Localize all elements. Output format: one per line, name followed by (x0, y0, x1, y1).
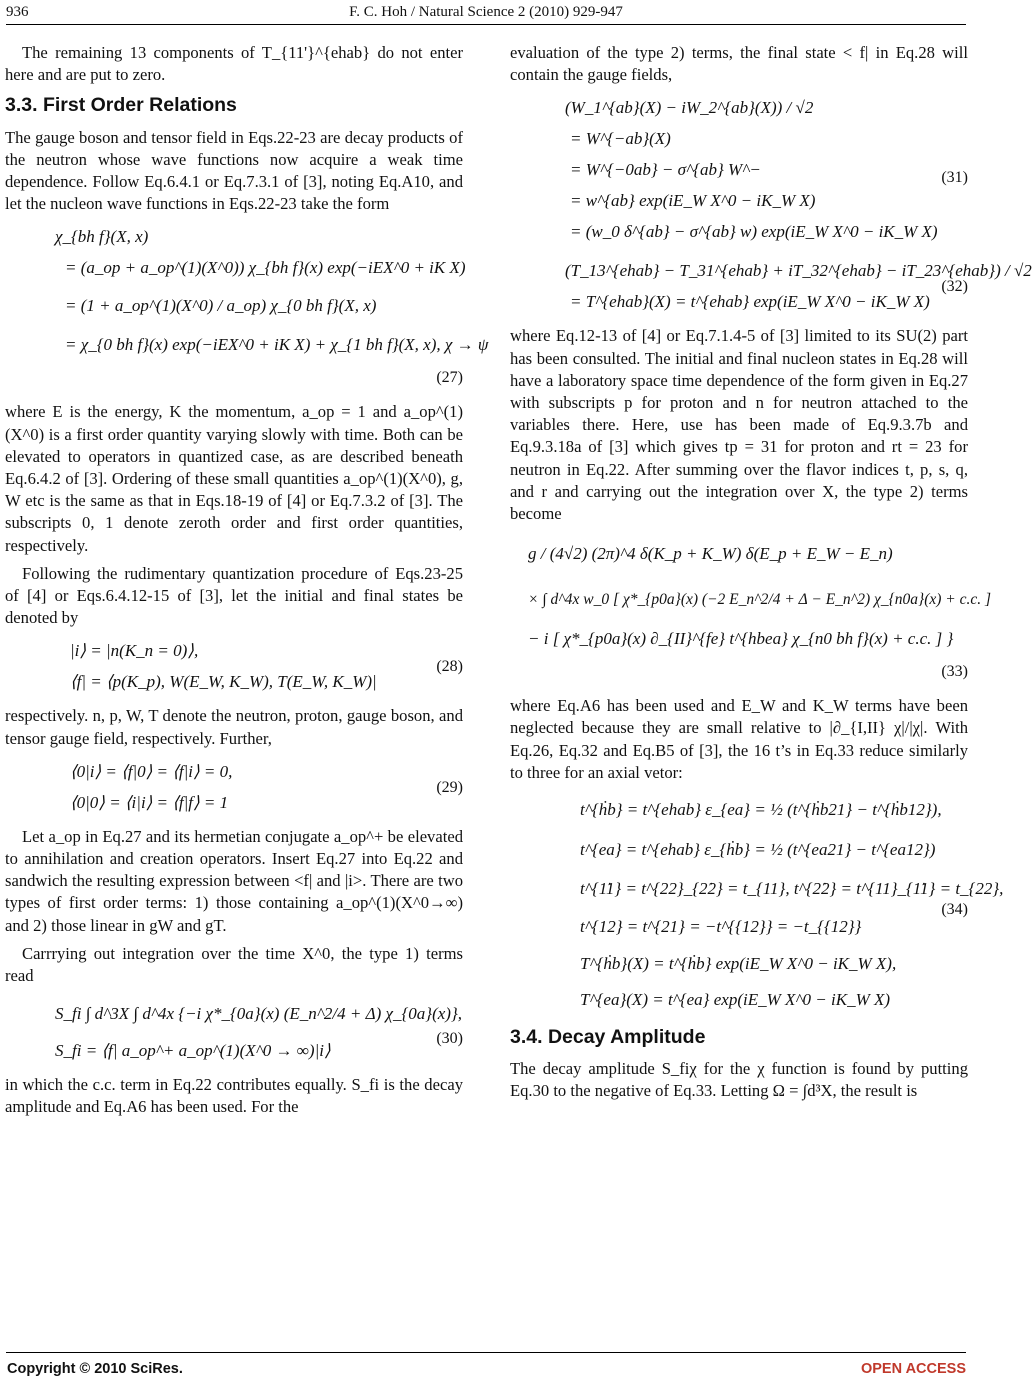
eq27-line: χ_{bh f}(X, x) (55, 227, 149, 247)
paragraph-eval: evaluation of the type 2) terms, the final state < f| in Eq.28 will contain the gauge fields, (510, 43, 968, 85)
eq30-line: S_fi ∫ d^3X ∫ d^4x {−i χ*_{0a}(x) (E_n^2/4 + Δ) χ_{0a}(x)}, (55, 1004, 463, 1024)
eq30-number: (30) (436, 1030, 463, 1048)
paragraph-following: Following the rudimentary quantization procedure of Eqs.23-25 of [4] or Eqs.6.4.12-15 of [3], let the initial and final states be denoted by (5, 563, 463, 628)
paragraph-whereA6: where Eq.A6 has been used and E_W and K_W terms have been neglected because they are small relative to |∂_{I,II} χ|/|χ|. With Eq.26, Eq.32 and Eq.B5 of [3], the 16 t’s in Eq.33 reduce similarly to three for an axial vetor: (510, 696, 968, 782)
section-heading-3-3: 3.3. First Order Relations (5, 94, 237, 117)
eq31-line: = (w_0 δ^{ab} − σ^{ab} w) exp(iE_W X^0 − iK_W X) (570, 222, 938, 242)
copyright: Copyright © 2010 SciRes. (7, 1361, 183, 1377)
equation-31 (510, 92, 968, 247)
footer-rule (6, 1352, 966, 1353)
paragraph-carrying: Carrrying out integration over the time X^0, the type 1) terms read (5, 943, 463, 986)
equation-32 (510, 255, 1032, 317)
equation-29 (5, 756, 463, 818)
eq34-number: (34) (941, 901, 968, 919)
eq30-line: S_fi = ⟨f| a_op^+ a_op^(1)(X^0 → ∞)|i⟩ (55, 1041, 331, 1061)
eq31-number: (31) (941, 169, 968, 187)
eq34-line: T^{ḣb}(X) = t^{ḣb} exp(iE_W X^0 − iK_W X), (580, 954, 897, 974)
eq27-number: (27) (436, 369, 463, 387)
eq28-number: (28) (436, 658, 463, 676)
left-column (5, 42, 489, 1125)
equation-33 (510, 531, 992, 687)
eq32-line: (T_13^{ehab} − T_31^{ehab} + iT_32^{ehab} − iT_23^{ehab}) / √2 (565, 261, 1032, 281)
eq34-line: t^{ḣb} = t^{ehab} ε_{ea} = ½ (t^{ḣb21} − t^{ḣb12}), (580, 800, 942, 820)
eq33-number: (33) (941, 663, 968, 681)
eq29-line: ⟨0|i⟩ = ⟨f|0⟩ = ⟨f|i⟩ = 0, (70, 761, 233, 781)
right-column (510, 42, 1032, 1109)
page-number: 936 (6, 4, 29, 20)
equation-27 (5, 221, 489, 393)
eq28-line: |i⟩ = |n(K_n = 0)⟩, (70, 641, 199, 661)
eq31-line: (W_1^{ab}(X) − iW_2^{ab}(X)) / √2 (565, 98, 814, 118)
open-access-link[interactable]: OPEN ACCESS (860, 1361, 966, 1377)
eq28-line: ⟨f| = ⟨p(K_p), W(E_W, K_W), T(E_W, K_W)| (70, 672, 377, 692)
eq31-line: = W^{−ab}(X) (570, 129, 671, 149)
paragraph-let: Let a_op in Eq.27 and its hermetian conjugate a_op^+ be elevated to annihilation and creation operators. Insert Eq.27 into Eq.22 and sandwich the resulting expression between <f| and |i>. There are two types of first order terms: 1) those containing a_op^(1)(X^0→∞) and 2) those linear in gW and gT. (5, 826, 463, 935)
eq31-line: = W^{−0ab} − σ^{ab} W^− (570, 160, 761, 180)
eq27-line: = (a_op + a_op^(1)(X^0)) χ_{bh f}(x) exp(−iEX^0 + iK X) (65, 258, 466, 278)
header-rule (6, 24, 966, 25)
eq34-line: t^{ea} = t^{ehab} ε_{ḣb} = ½ (t^{ea21} − t^{ea12}) (580, 840, 936, 860)
eq33-line: g / (4√2) (2π)^4 δ(K_p + K_W) δ(E_p + E_W − E_n) (528, 544, 893, 564)
paragraph-remaining: The remaining 13 components of T_{11'}^{ehab} do not enter here and are put to zero. (5, 43, 463, 85)
equation-30 (5, 993, 463, 1066)
paragraph-where: where E is the energy, K the momentum, a_op = 1 and a_op^(1)(X^0) is a first order quantity varying slowly with time. Both can be elevated to operators in quantized case, as are described beneath Eq.6.4.2 of [3]. Ordering of these small quantities a_op^(1)(X^0), g, W etc is the same as that in Eqs.18-19 of [4] or Eq.7.3.2 of [3]. The subscripts 0, 1 denote zeroth order and first order quantities, respectively. (5, 402, 463, 555)
page-header (0, 2, 972, 24)
eq27-line: = (1 + a_op^(1)(X^0) / a_op) χ_{0 bh f}(X, x) (65, 296, 377, 316)
equation-34 (510, 790, 1004, 1018)
section-heading-3-4: 3.4. Decay Amplitude (510, 1026, 706, 1049)
eq32-line: = T^{ehab}(X) = t^{ehab} exp(iE_W X^0 − iK_W X) (570, 292, 930, 312)
eq34-line: T^{ea}(X) = t^{ea} exp(iE_W X^0 − iK_W X) (580, 990, 891, 1010)
paragraph-decay: The decay amplitude S_fiχ for the χ function is found by putting Eq.30 to the negative of Eq.33. Letting Ω = ∫d³X, the result is (510, 1059, 968, 1101)
eq27-line: = χ_{0 bh f}(x) exp(−iEX^0 + iK X) + χ_{1 bh f}(X, x), χ → ψ (65, 335, 489, 355)
eq29-number: (29) (436, 778, 463, 796)
eq29-line: ⟨0|0⟩ = ⟨i|i⟩ = ⟨f|f⟩ = 1 (70, 792, 229, 812)
equation-28 (5, 635, 463, 697)
running-title: F. C. Hoh / Natural Science 2 (2010) 929-947 (349, 4, 623, 20)
eq34-line: t^{1̇1} = t^{22}_{2̇2} = t_{11}, t^{2̇2} = t^{11}_{1̇1} = t_{22}, (580, 879, 1004, 899)
eq33-line: × ∫ d^4x w_0 [ χ*_{p0a}(x) (−2 E_n^2/4 + Δ − E_n^2) χ_{n0a}(x) + c.c. ] (528, 591, 992, 609)
eq31-line: = w^{ab} exp(iE_W X^0 − iK_W X) (570, 191, 816, 211)
eq33-line: − i [ χ*_{p0a}(x) ∂_{II}^{fe} t^{hbea} χ_{n0 bh f}(x) + c.c. ] } (528, 629, 954, 649)
paragraph-gauge: The gauge boson and tensor field in Eqs.22-23 are decay products of the neutron whose wave functions now acquire a weak time dependence. Follow Eq.6.4.1 or Eq.7.3.1 of [3], noting Eq.A10, and let the nucleon wave functions in Eqs.22-23 take the form (5, 127, 463, 214)
eq32-number: (32) (941, 278, 968, 296)
paragraph-respectively: respectively. n, p, W, T denote the neutron, proton, gauge boson, and tensor gauge field, respectively. Further, (5, 706, 463, 748)
eq34-line: t^{12} = t^{21} = −t^{{12}} = −t_{{12}} (580, 917, 862, 937)
paragraph-inwhich: in which the c.c. term in Eq.22 contributes equally. S_fi is the decay amplitude and Eq.A6 has been used. For the (5, 1075, 463, 1117)
paragraph-where-right: where Eq.12-13 of [4] or Eq.7.1.4-5 of [3] limited to its SU(2) part has been consulted. The initial and final nucleon states in Eq.28 will have a laboratory space time dependence of the form given in Eq.27 with subscripts p for proton and n for neutron attached to the variables there. Here, use has been made of Eq.9.3.7b and Eq.9.3.18a of [3] which gives tp = 31 for proton and rt = 23 for neutron in Eq.22. After summing over the flavor indices t, p, s, q, and r and carrying out the integration over X, the type 2) terms become (510, 326, 968, 524)
